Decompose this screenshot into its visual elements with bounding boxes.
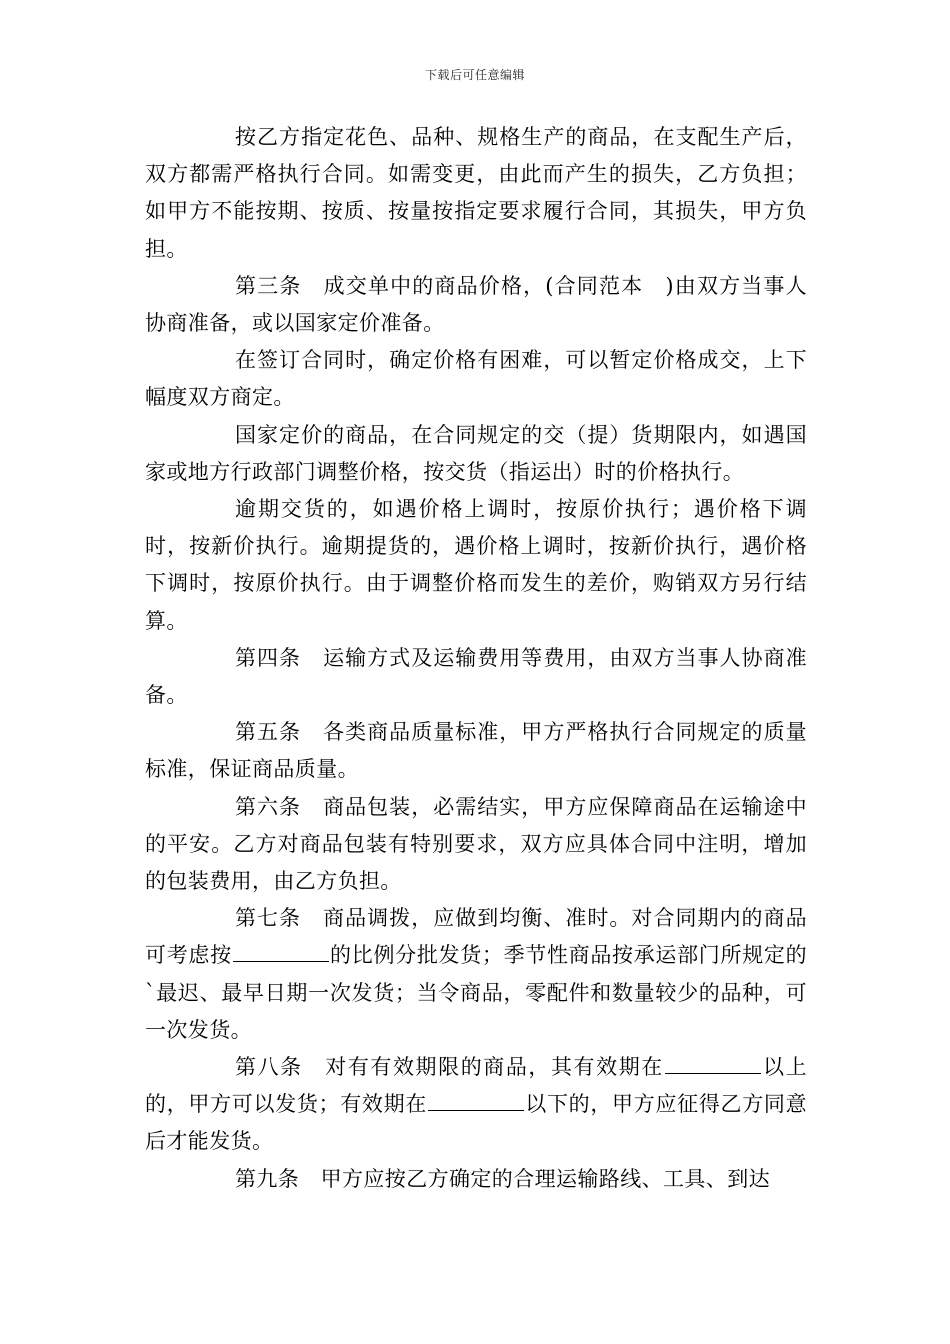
article-3: 第三条 成交单中的商品价格，(合同范本 )由双方当事人协商准备，或以国家定价准备。: [145, 273, 807, 336]
article-7: [145, 900, 807, 1049]
text-span: 的比例分批发货；季节性商品按承运部门所规定的`最迟、最早日期一次发货；当令商品，零配件和数量较少的品种，可一次发货。: [145, 943, 807, 1042]
article-6: 第六条 商品包装，必需结实，甲方应保障商品在运输途中的平安。乙方对商品包装有特别要求，双方应具体合同中注明，增加的包装费用，由乙方负担。: [145, 794, 807, 894]
article-8: [145, 1049, 807, 1161]
paragraph: 逾期交货的，如遇价格上调时，按原价执行；遇价格下调时，按新价执行。逾期提货的，遇价格上调时，按新价执行，遇价格下调时，按原价执行。由于调整价格而发生的差价，购销双方另行结算。: [145, 497, 807, 633]
fill-in-blank[interactable]: [665, 1053, 761, 1074]
fill-in-blank[interactable]: [428, 1090, 524, 1111]
article-9: 第九条 甲方应按乙方确定的合理运输路线、工具、到达: [235, 1166, 770, 1191]
article-5: 第五条 各类商品质量标准，甲方严格执行合同规定的质量标准，保证商品质量。: [145, 720, 807, 782]
paragraph: 国家定价的商品，在合同规定的交（提）货期限内，如遇国家或地方行政部门调整价格，按交货（指运出）时的价格执行。: [145, 422, 807, 484]
text-span: 以上的，甲方可以发货；有效期在: [145, 1055, 807, 1117]
paragraph: 在签订合同时，确定价格有困难，可以暂定价格成交，上下幅度双方商定。: [145, 348, 807, 410]
document-body: [145, 119, 807, 1198]
fill-in-blank[interactable]: [233, 941, 329, 962]
text-span: 以下的，甲方应征得乙方同意后才能发货。: [145, 1092, 807, 1154]
page-header: 下载后可任意编辑: [424, 68, 525, 82]
paragraph: 按乙方指定花色、品种、规格生产的商品，在支配生产后，双方都需严格执行合同。如需变更，由此而产生的损失，乙方负担；如甲方不能按期、按质、按量按指定要求履行合同，其损失，甲方负担。: [145, 125, 807, 261]
text-span: 第七条 商品调拨，应做到均衡、准时。对合同期内的商品可考虑按: [145, 906, 807, 968]
article-4: 第四条 运输方式及运输费用等费用，由双方当事人协商准备。: [145, 645, 807, 708]
text-span: 第八条 对有有效期限的商品，其有效期在: [235, 1055, 664, 1080]
